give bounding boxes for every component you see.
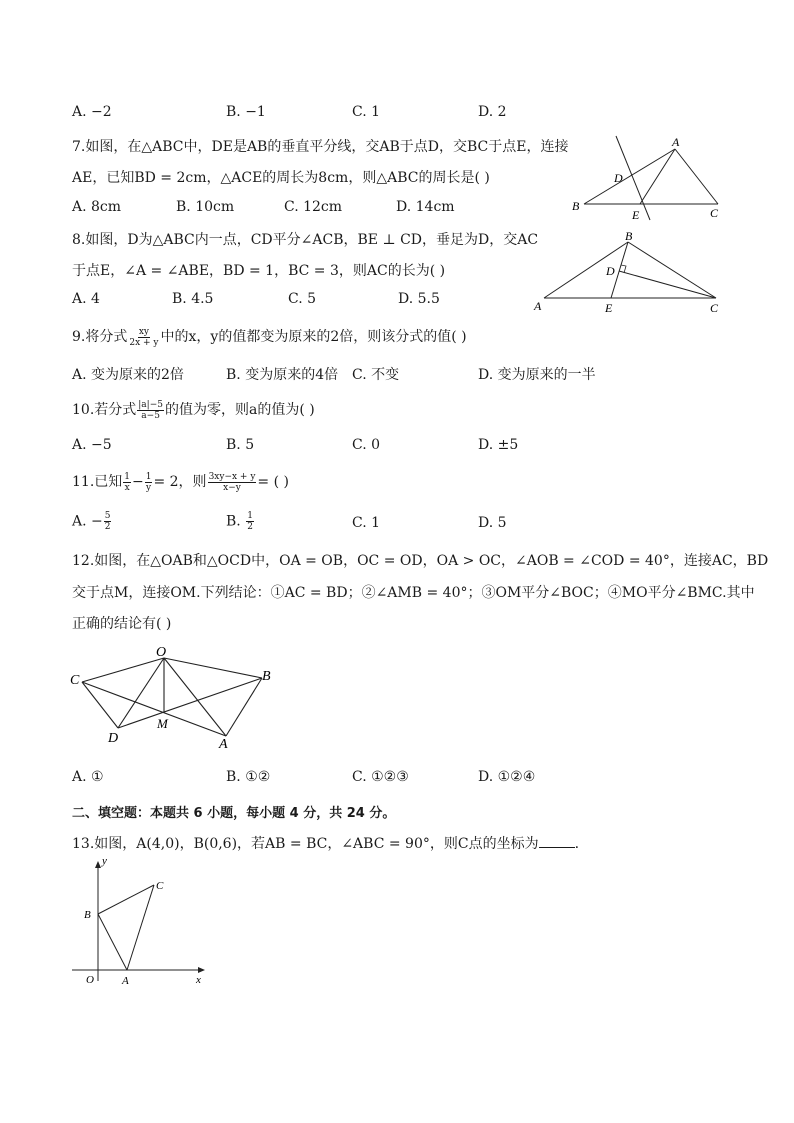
q13-text: 13.如图，A(4,0)，B(0,6)，若AB = BC，∠ABC = 90°，则C点的坐标为 bbox=[72, 836, 539, 852]
section-2-title: 二、填空题：本题共 6 小题，每小题 4 分，共 24 分。 bbox=[72, 806, 396, 821]
q11-f2-den: y bbox=[146, 482, 152, 493]
q9-stem bbox=[72, 326, 467, 348]
q9-fraction-den: 2x + y bbox=[129, 337, 159, 348]
q11-fraction-1 bbox=[123, 472, 131, 493]
q8-option-d: D. 5.5 bbox=[398, 291, 440, 307]
q13-answer-blank[interactable] bbox=[539, 835, 575, 848]
q7-option-d: D. 14cm bbox=[396, 199, 455, 215]
q11-option-a-num: 5 bbox=[104, 511, 111, 521]
q7-label-a: A bbox=[672, 135, 680, 149]
q11-option-b bbox=[226, 511, 255, 532]
q8-label-a: A bbox=[534, 299, 542, 313]
q11-option-c: C. 1 bbox=[352, 515, 381, 531]
q9-option-c: C. 不变 bbox=[352, 367, 400, 383]
q9-option-b: B. 变为原来的4倍 bbox=[226, 367, 339, 383]
q9-fraction-num: xy bbox=[138, 326, 150, 337]
q11-prefix: 11.已知 bbox=[72, 474, 123, 490]
q13-label-y: y bbox=[102, 856, 107, 867]
q7-label-c: C bbox=[710, 206, 719, 220]
q12-label-d: D bbox=[108, 731, 119, 746]
q13-label-a: A bbox=[122, 975, 129, 987]
q7-label-b: B bbox=[572, 199, 580, 213]
q7-label-e: E bbox=[632, 208, 640, 222]
q7-option-a: A. 8cm bbox=[72, 199, 122, 215]
q7-option-b: B. 10cm bbox=[176, 199, 235, 215]
q13-end: . bbox=[574, 836, 580, 852]
q10-prefix: 10.若分式 bbox=[72, 402, 137, 418]
q8-label-e: E bbox=[605, 301, 613, 315]
q10-fraction-den: a−5 bbox=[141, 410, 160, 421]
q13-stem bbox=[72, 833, 579, 853]
q13-coordinate-figure bbox=[72, 856, 222, 990]
q11-option-a-prefix: A. − bbox=[72, 513, 103, 530]
q12-line-3: 正确的结论有( ) bbox=[72, 616, 172, 632]
q12-option-d: D. ①②④ bbox=[478, 769, 536, 785]
q11-option-a bbox=[72, 511, 112, 532]
q12-label-o: O bbox=[156, 645, 167, 660]
q11-option-b-num: 1 bbox=[247, 511, 253, 521]
q12-line-2: 交于点M，连接OM.下列结论：①AC = BD；②∠AMB = 40°；③OM平分∠BOC；④MO平分∠BMC.其中 bbox=[72, 585, 755, 601]
q6-option-d: D. 2 bbox=[478, 104, 507, 120]
q8-label-b: B bbox=[625, 229, 633, 243]
q8-label-c: C bbox=[710, 301, 719, 315]
q11-option-b-fraction bbox=[246, 511, 254, 532]
q12-option-b: B. ①② bbox=[226, 769, 271, 785]
q7-option-c: C. 12cm bbox=[284, 199, 343, 215]
q11-fraction-3 bbox=[208, 472, 257, 493]
q11-option-a-fraction bbox=[104, 511, 112, 532]
q13-label-b: B bbox=[84, 909, 91, 921]
q11-fraction-2 bbox=[145, 472, 153, 493]
q10-fraction-num: |a|−5 bbox=[138, 399, 163, 410]
q11-f2-num: 1 bbox=[145, 471, 152, 482]
q11-f3-num: 3xy−x + y bbox=[208, 471, 256, 482]
q9-option-d: D. 变为原来的一半 bbox=[478, 367, 596, 383]
q13-label-x: x bbox=[196, 974, 201, 986]
q11-suffix: = ( ) bbox=[257, 474, 289, 490]
q12-label-m: M bbox=[157, 716, 168, 731]
q8-option-c: C. 5 bbox=[288, 291, 317, 307]
q10-fraction bbox=[137, 400, 164, 421]
q7-triangle-figure bbox=[566, 134, 736, 224]
q10-stem bbox=[72, 399, 315, 421]
q8-option-b: B. 4.5 bbox=[172, 291, 214, 307]
q7-line-1: 7.如图，在△ABC中，DE是AB的垂直平分线，交AB于点D，交BC于点E，连接 bbox=[72, 139, 569, 155]
q11-mid: = 2，则 bbox=[153, 474, 207, 490]
q11-stem bbox=[72, 471, 289, 493]
q10-option-c: C. 0 bbox=[352, 437, 381, 453]
q8-line-2: 于点E，∠A = ∠ABE，BD = 1，BC = 3，则AC的长为( ) bbox=[72, 263, 446, 279]
q12-option-c: C. ①②③ bbox=[352, 769, 409, 785]
q6-option-c: C. 1 bbox=[352, 104, 381, 120]
q12-line-1: 12.如图，在△OAB和△OCD中，OA = OB，OC = OD，OA > OC，∠AOB = ∠COD = 40°，连接AC，BD bbox=[72, 553, 769, 569]
q7-label-d: D bbox=[614, 171, 623, 185]
q12-figure bbox=[66, 640, 286, 752]
q9-option-a: A. 变为原来的2倍 bbox=[72, 367, 184, 383]
q8-option-a: A. 4 bbox=[72, 291, 100, 307]
q12-label-a: A bbox=[219, 737, 228, 752]
q10-suffix: 的值为零，则a的值为( ) bbox=[164, 402, 315, 418]
q11-f1-den: x bbox=[124, 482, 130, 493]
q10-option-d: D. ±5 bbox=[478, 437, 519, 453]
q10-option-a: A. −5 bbox=[72, 437, 112, 453]
q10-option-b: B. 5 bbox=[226, 437, 255, 453]
q6-option-a: A. −2 bbox=[72, 104, 112, 120]
q11-f1-num: 1 bbox=[124, 471, 130, 482]
q9-fraction bbox=[128, 327, 159, 348]
q8-line-1: 8.如图，D为△ABC内一点，CD平分∠ACB，BE ⊥ CD，垂足为D，交AC bbox=[72, 232, 539, 248]
q11-option-b-den: 2 bbox=[247, 522, 253, 532]
q12-option-a: A. ① bbox=[72, 769, 104, 785]
q8-triangle-figure bbox=[530, 228, 730, 320]
q11-option-b-prefix: B. bbox=[226, 513, 246, 530]
q13-label-c: C bbox=[156, 880, 164, 892]
q11-option-d: D. 5 bbox=[478, 515, 507, 531]
q8-label-d: D bbox=[606, 264, 615, 278]
q13-label-o: O bbox=[86, 974, 94, 986]
q9-suffix: 中的x，y的值都变为原来的2倍，则该分式的值( ) bbox=[160, 329, 467, 345]
q11-option-a-den: 2 bbox=[104, 522, 111, 532]
q12-label-b: B bbox=[262, 669, 271, 684]
q12-label-c: C bbox=[70, 673, 80, 688]
q11-f3-den: x−y bbox=[223, 482, 241, 493]
q6-option-b: B. −1 bbox=[226, 104, 266, 120]
q9-prefix: 9.将分式 bbox=[72, 329, 128, 345]
q7-line-2: AE，已知BD = 2cm，△ACE的周长为8cm，则△ABC的周长是( ) bbox=[72, 170, 490, 186]
q11-minus: − bbox=[132, 474, 144, 490]
